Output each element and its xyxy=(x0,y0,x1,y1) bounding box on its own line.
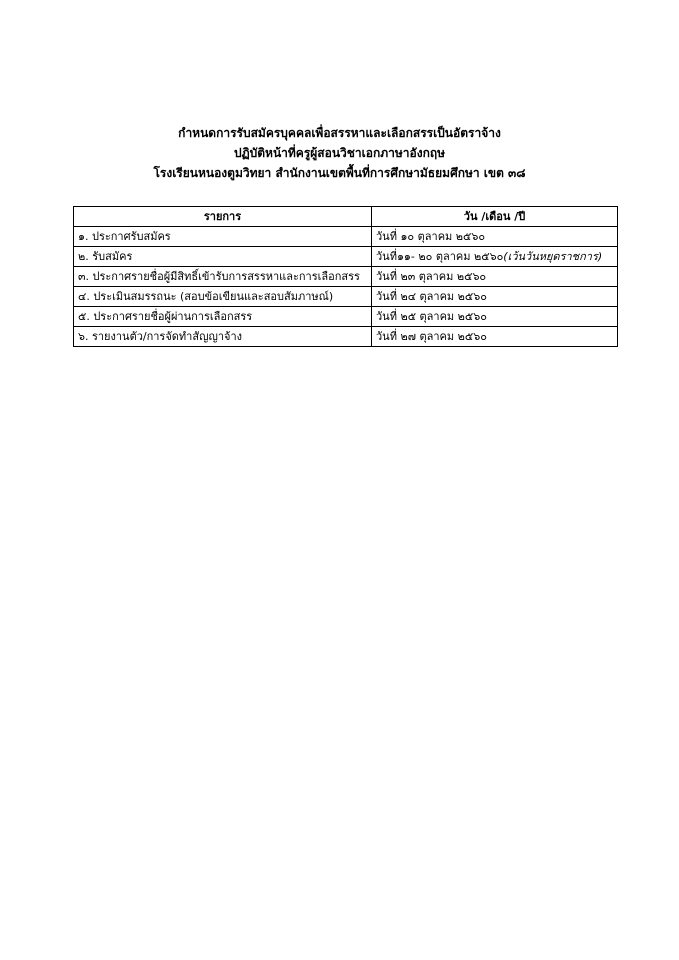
table-row xyxy=(74,247,618,267)
date-text: วันที่ ๒๗ ตุลาคม ๒๕๖๐ xyxy=(376,330,487,343)
date-cell xyxy=(372,327,618,347)
item-cell: ๒. รับสมัคร xyxy=(74,247,372,267)
table-row xyxy=(74,267,618,287)
date-cell xyxy=(372,247,618,267)
date-text: วันที่ ๒๔ ตุลาคม ๒๕๖๐ xyxy=(376,290,487,303)
schedule-table xyxy=(73,206,618,347)
table-row xyxy=(74,327,618,347)
date-text: วันที่ ๒๓ ตุลาคม ๒๕๖๐ xyxy=(376,270,487,283)
header-title-line-1: กำหนดการรับสมัครบุคคลเพื่อสรรหาและเลือกสรรเป็นอัตราจ้าง xyxy=(178,126,501,140)
date-cell xyxy=(372,227,618,247)
item-cell: ๔. ประเมินสมรรถนะ (สอบข้อเขียนและสอบสัมภาษณ์) xyxy=(74,287,372,307)
item-cell: ๑. ประกาศรับสมัคร xyxy=(74,227,372,247)
date-text: วันที่๑๑- ๒๐ ตุลาคม ๒๕๖๐ xyxy=(376,250,504,263)
table-header-row xyxy=(74,207,618,227)
date-cell xyxy=(372,307,618,327)
date-cell xyxy=(372,287,618,307)
date-text: วันที่ ๒๕ ตุลาคม ๒๕๖๐ xyxy=(376,310,487,323)
item-cell: ๓. ประกาศรายชื่อผู้มีสิทธิ์เข้ารับการสรรหาและการเลือกสรร xyxy=(74,267,372,287)
column-header-item: รายการ xyxy=(74,207,372,227)
date-text: วันที่ ๑๐ ตุลาคม ๒๕๖๐ xyxy=(376,230,486,243)
table-row xyxy=(74,287,618,307)
header-title-line-2: ปฏิบัติหน้าที่ครูผู้สอนวิชาเอกภาษาอังกฤษ xyxy=(233,146,446,160)
table-row xyxy=(74,227,618,247)
column-header-date: วัน /เดือน /ปี xyxy=(372,207,618,227)
date-cell xyxy=(372,267,618,287)
item-cell: ๕. ประกาศรายชื่อผู้ผ่านการเลือกสรร xyxy=(74,307,372,327)
table-row xyxy=(74,307,618,327)
date-note: (เว้นวันหยุดราชการ) xyxy=(503,250,603,263)
header-title-line-3: โรงเรียนหนองตูมวิทยา สำนักงานเขตพื้นที่การศึกษามัธยมศึกษา เขต ๓๘ xyxy=(153,166,526,180)
document-header xyxy=(0,123,679,183)
item-cell: ๖. รายงานตัว/การจัดทำสัญญาจ้าง xyxy=(74,327,372,347)
